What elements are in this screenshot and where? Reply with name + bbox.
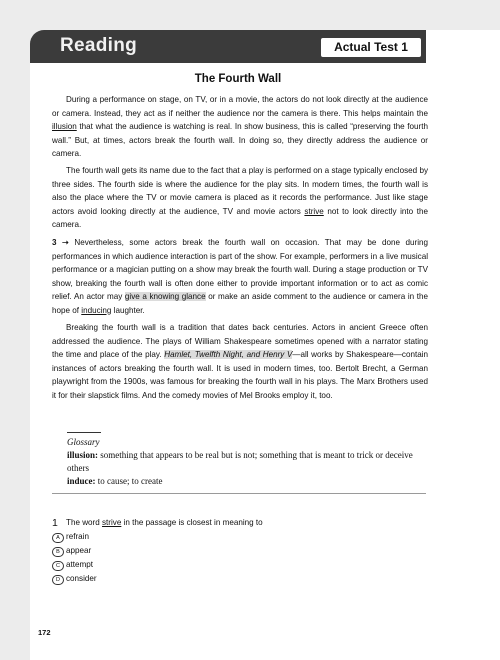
p1-text: During a performance on stage, on TV, or in a movie, the actors do not look directly at the audience or camera. Instead, they act as if neither the audience nor the camera is there. This helps maintain the <box>52 95 428 118</box>
page-number: 172 <box>38 628 51 637</box>
p2-text-rest: not to look directly into the camera. <box>52 206 428 229</box>
option-letter-circle: C <box>52 561 64 571</box>
p4-text-rest: —all works by Shakespeare—contain instances of actors breaking the fourth wall. It is used in modern times, too. Bertolt Brecht, a German playwright from the 1900s, was famous for breaking the fourth wall in his plays. The Marx Brothers used it for their slapstick films. And the comedy movies of Mel Brooks employ it, too. <box>52 350 429 400</box>
question-stem-pre: The word <box>66 518 102 527</box>
option-d[interactable] <box>52 574 172 586</box>
p3-underlined-word: inducing <box>81 305 112 315</box>
glossary-entry-induce <box>67 475 417 488</box>
option-a[interactable] <box>52 532 172 544</box>
option-b[interactable] <box>52 546 172 558</box>
option-letter-circle: B <box>52 547 64 557</box>
p3-highlighted-phrase: give a knowing glance <box>124 292 206 301</box>
test-badge: Actual Test 1 <box>321 38 421 57</box>
question-number: 1 <box>52 517 58 529</box>
option-text: refrain <box>66 532 89 541</box>
paragraph-marker: 3 ➝ <box>52 238 69 247</box>
p3-text-rest: laughter. <box>111 305 145 315</box>
option-text: attempt <box>66 560 93 569</box>
p2-underlined-word: strive <box>304 206 324 216</box>
p1-text-rest: that what the audience is watching is real. In show business, this is called “preserving the fourth wall.” But, at times, actors break the fourth wall. In doing so, they directly address the audience or camera. <box>52 122 428 158</box>
section-divider <box>52 493 426 494</box>
option-text: consider <box>66 574 97 583</box>
glossary-title: Glossary <box>67 437 100 447</box>
p4-text: Breaking the fourth wall is a tradition that dates back centuries. Actors in ancient Greece often addressed the audience. The plays of William Shakespeare sometimes opened with a narrator stating the time and place of the play. <box>52 323 428 359</box>
p3-text-mid: or make an aside comment to the audience or camera in the hope of <box>52 292 428 315</box>
option-letter-circle: D <box>52 575 64 585</box>
p3-text: Nevertheless, some actors break the fourth wall on occasion. That may be done during performances in which audience interaction is part of the show. For example, performers in a live musical performance or a magician putting on a show may break the fourth wall. During a stage production or TV show, breaking the fourth wall is often done either to provide important information or to act as comic relief. An actor may <box>52 238 428 301</box>
glossary <box>67 436 417 488</box>
glossary-definition: something that appears to be real but is not; something that is meant to trick or deceive others <box>67 450 413 473</box>
passage-title: The Fourth Wall <box>194 73 282 85</box>
p2-text: The fourth wall gets its name due to the fact that a play is performed on a stage typically enclosed by three sides. The fourth side is where the audience for the play sits. In modern times, the fourth wall is also the place where the TV or movie camera is placed as it records the performance. Just like stage actors avoid looking directly at the audience, TV and movie actors <box>52 166 428 216</box>
glossary-entry-illusion <box>67 449 417 475</box>
glossary-rule <box>67 432 101 433</box>
glossary-definition: to cause; to create <box>95 476 163 486</box>
p1-underlined-word: illusion <box>52 122 77 131</box>
glossary-term: induce: <box>67 476 96 486</box>
paragraph-2 <box>52 164 428 232</box>
p4-highlighted-titles: Hamlet, Twelfth Night, and Henry V <box>164 350 293 359</box>
option-text: appear <box>66 546 92 555</box>
paragraph-1 <box>52 93 428 161</box>
option-c[interactable] <box>52 560 172 572</box>
question-target-word: strive <box>102 518 122 527</box>
question-stem <box>66 518 263 527</box>
option-letter-circle: A <box>52 533 64 543</box>
section-title: Reading <box>60 35 138 56</box>
paragraph-4 <box>52 321 428 402</box>
glossary-term: illusion: <box>67 450 99 460</box>
question-stem-post: in the passage is closest in meaning to <box>121 518 263 527</box>
paragraph-3 <box>52 236 428 317</box>
